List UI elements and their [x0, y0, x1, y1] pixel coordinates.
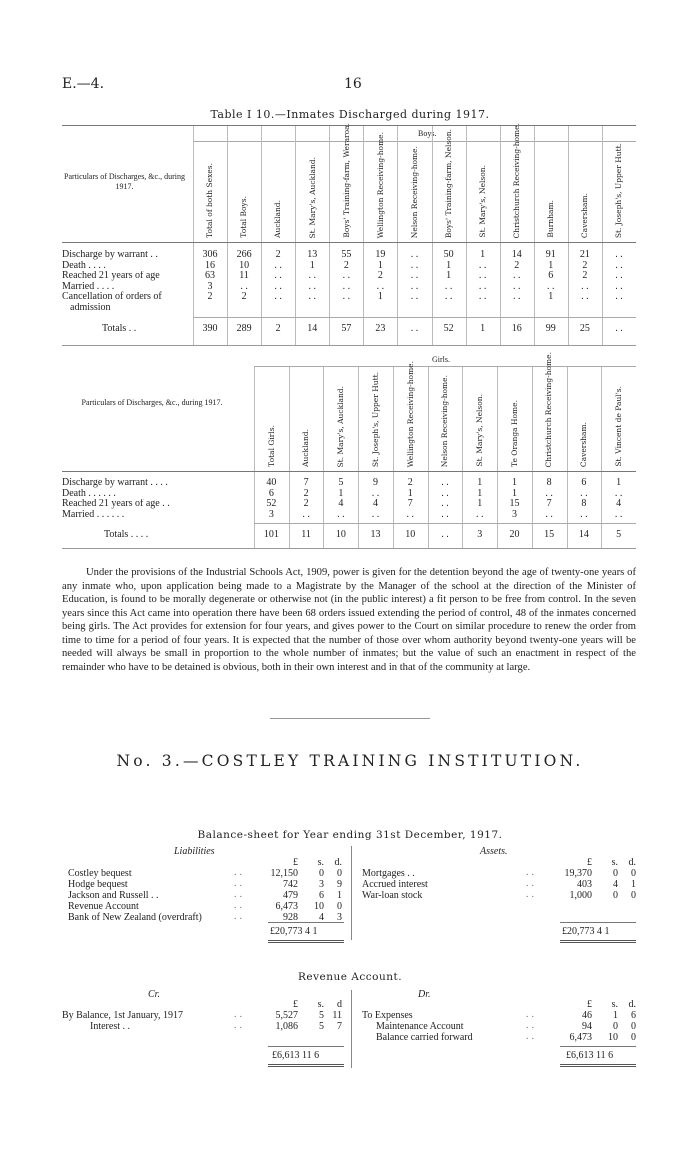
table-cell: . . — [274, 291, 282, 302]
table-cell: 1 — [338, 487, 344, 499]
table-cell: . . — [406, 508, 415, 520]
column-header — [193, 126, 227, 242]
table-cell: 3 — [207, 280, 213, 292]
totals-cell: 20 — [509, 529, 520, 540]
table-cell: . . — [337, 508, 345, 520]
lsd-heading: d. — [628, 857, 636, 868]
table-cell: . . — [410, 249, 419, 260]
table-cell: 1 — [477, 487, 483, 499]
table-cell: . . — [478, 259, 487, 271]
table-cell: 6 — [581, 477, 587, 488]
table-cell: 3 — [511, 508, 517, 520]
totals-cell: 390 — [202, 323, 218, 334]
totals-cell: 25 — [579, 323, 590, 334]
table-cell: . . — [615, 249, 623, 260]
leader-dots: . . — [233, 890, 243, 900]
table-cell: 8 — [581, 498, 587, 509]
leader-dots: . . — [525, 1010, 535, 1020]
ledger-pounds: 1,086 — [275, 1021, 298, 1032]
column-header-label: Caversham. — [579, 421, 589, 467]
column-header — [397, 126, 431, 242]
table-cell: . . — [615, 291, 623, 302]
lsd-heading: s. — [611, 857, 618, 868]
table-cell: 5 — [338, 477, 344, 488]
column-header — [567, 367, 602, 471]
table-cell: 1 — [377, 291, 383, 302]
totals-cell: 15 — [544, 529, 555, 540]
ledger-shillings: 3 — [319, 879, 324, 890]
ledger-pence: 3 — [337, 912, 342, 923]
table-cell: 2 — [377, 270, 383, 281]
table-cell: 1 — [477, 477, 483, 488]
ledger-shillings: 5 — [319, 1010, 324, 1021]
table-cell: . . — [512, 270, 521, 281]
ledger-shillings: 0 — [613, 890, 618, 901]
ledger-pounds: 6,473 — [275, 901, 298, 912]
column-header-label: Boys' Training-farm, Weraroa. — [341, 123, 351, 238]
table-cell: . . — [478, 291, 487, 302]
column-header-label: Christchurch Receiving-home. — [511, 122, 521, 238]
lsd-heading: s. — [317, 857, 324, 868]
ledger-pounds: 479 — [283, 890, 298, 901]
column-header — [363, 126, 397, 242]
table-cell: 4 — [373, 498, 379, 509]
ledger-label: Interest . . — [90, 1021, 130, 1032]
row-label: Cancellation of orders of admission — [62, 291, 162, 313]
table-cell: . . — [441, 487, 449, 499]
table-cell: . . — [441, 498, 449, 509]
debit-heading: Dr. — [418, 989, 431, 1000]
table-cell: . . — [545, 487, 553, 499]
totals-cell: 23 — [375, 323, 386, 334]
table-cell: . . — [512, 280, 521, 292]
row-label: Reached 21 years of age . . — [62, 499, 170, 509]
table-cell: . . — [581, 291, 589, 302]
column-header-label: Total Boys. — [239, 196, 249, 238]
revenue-total-left: £6,613 11 6 — [272, 1050, 320, 1061]
column-header-label: St. Mary's, Nelson. — [477, 165, 487, 238]
ledger-label: Jackson and Russell . . — [68, 890, 159, 901]
table-cell: 3 — [268, 508, 274, 520]
lsd-heading: s. — [611, 999, 618, 1010]
table-cell: 1 — [480, 249, 486, 260]
table-cell: 2 — [241, 291, 247, 302]
lsd-heading: d — [337, 999, 342, 1010]
ledger-label: Accrued interest — [362, 879, 428, 890]
lsd-heading: £ — [587, 999, 592, 1010]
lsd-heading: £ — [587, 857, 592, 868]
totals-cell: 10 — [405, 529, 416, 540]
column-header-label: Auckland. — [301, 429, 311, 467]
table-cell: . . — [302, 508, 310, 520]
table-cell: . . — [614, 487, 623, 499]
totals-cell: 289 — [236, 323, 252, 334]
section-title: No. 3.—COSTLEY TRAINING INSTITUTION. — [116, 752, 584, 770]
table-cell: . . — [240, 280, 248, 292]
ledger-shillings: 5 — [319, 1021, 324, 1032]
lsd-heading: £ — [293, 999, 298, 1010]
table-cell: 7 — [407, 498, 413, 509]
column-header — [432, 126, 466, 242]
table-cell: 1 — [616, 477, 622, 488]
column-header — [601, 367, 636, 471]
row-label: Discharge by warrant . . — [62, 250, 158, 260]
table-cell: 16 — [205, 259, 216, 271]
column-header — [497, 367, 532, 471]
assets-heading: Assets. — [480, 846, 508, 857]
totals-rule — [193, 317, 636, 318]
table-cell: . . — [444, 291, 453, 302]
column-header-label: St. Mary's, Auckland. — [307, 156, 317, 238]
ledger-pence: 0 — [631, 1032, 636, 1043]
table-cell: . . — [512, 291, 521, 302]
totals-cell: 101 — [263, 529, 279, 540]
ledger-pounds: 1,000 — [569, 890, 592, 901]
ledger-shillings: 10 — [314, 901, 324, 912]
ledger-shillings: 6 — [319, 890, 324, 901]
table-cell: . . — [444, 280, 453, 292]
table-cell: . . — [342, 270, 351, 281]
column-header-label: Nelson Receiving-home. — [440, 374, 450, 467]
report-code: E.—4. — [62, 76, 105, 92]
table-cell: 2 — [582, 270, 588, 281]
table-cell: . . — [475, 508, 484, 520]
column-header-label: Wellington Receiving-home. — [375, 131, 385, 238]
table-cell: . . — [547, 280, 555, 292]
leader-dots: . . — [525, 868, 535, 878]
girls-particulars-header: Particulars of Discharges, &c., during 1917. — [81, 398, 223, 407]
table-cell: 2 — [207, 291, 213, 302]
table-cell: . . — [615, 280, 623, 292]
row-label: Reached 21 years of age — [62, 271, 160, 281]
ledger-label: Revenue Account — [68, 901, 139, 912]
credit-heading: Cr. — [148, 989, 160, 1000]
lsd-heading: £ — [293, 857, 298, 868]
column-header-label: St. Joseph's, Upper Hutt. — [370, 371, 380, 467]
table-cell: . . — [308, 280, 316, 292]
totals-cell: 99 — [545, 323, 556, 334]
paragraph-detention: Under the provisions of the Industrial Schools Act, 1909, power is given for the detention beyond the age of twenty-one years of any inmate who, upon application being made to a Magistrate by the Manager of the school at the direction of the Minister of Education, is found to be morally degenerate or otherwise not (in the public interest) a fit person to be free from control. In the seven years since this Act came into operation there have been 68 orders issued extending the period of control, 48 of the inmates concerned being girls. The Act provides for extension for four years, and gives power to the Court on similar procedure to renew the order from time to time for a period of four years. It is expected that the number of those over whom authority beyond twenty-one years will be needed will always be small in proportion to the whole number of inmates; but the value of such an enactment in respect of the remainder who have to be detained is obvious, both in their own interest and in that of the community at large. — [62, 567, 636, 673]
table-cell: . . — [342, 291, 351, 302]
column-header-label: St. Mary's, Nelson. — [474, 394, 484, 467]
revenue-total-right: £6,613 11 6 — [566, 1050, 614, 1061]
totals-cell: . . — [441, 529, 449, 540]
page-number: 16 — [344, 76, 362, 92]
ledger-pence: 0 — [337, 901, 342, 912]
ledger-label: War-loan stock — [362, 890, 423, 901]
ledger-shillings: 1 — [613, 1010, 618, 1021]
ledger-shillings: 4 — [613, 879, 618, 890]
balance-total-right: £20,773 4 1 — [562, 926, 610, 937]
column-header-label: Boys' Training-farm, Nelson. — [443, 128, 453, 238]
ledger-pounds: 94 — [582, 1021, 592, 1032]
column-header — [289, 367, 324, 471]
leader-dots: . . — [525, 1032, 535, 1042]
table-cell: 52 — [266, 498, 277, 509]
table-cell: . . — [581, 280, 589, 292]
lsd-heading: d. — [334, 857, 342, 868]
ledger-pence: 0 — [631, 868, 636, 879]
ledger-shillings: 0 — [319, 868, 324, 879]
table-title: Table I 10.—Inmates Discharged during 1917. — [210, 108, 490, 121]
totals-cell: 14 — [307, 323, 318, 334]
table-cell: 63 — [205, 270, 216, 281]
column-header — [428, 367, 463, 471]
table-cell: 50 — [443, 249, 454, 260]
table-cell: . . — [580, 508, 588, 520]
lsd-heading: d. — [628, 999, 636, 1010]
table-cell: 40 — [266, 477, 277, 488]
table-cell: 1 — [446, 270, 452, 281]
ledger-label: Hodge bequest — [68, 879, 128, 890]
table-cell: 7 — [546, 498, 552, 509]
table-cell: 1 — [548, 259, 554, 271]
column-header-label: Te Oranga Home. — [509, 400, 519, 467]
ledger-label: To Expenses — [362, 1010, 413, 1021]
ledger-label: Costley bequest — [68, 868, 132, 879]
table-cell: 1 — [407, 487, 413, 499]
table-cell: 1 — [377, 259, 383, 271]
totals-cell: . . — [615, 323, 623, 334]
ledger-pounds: 742 — [283, 879, 298, 890]
table-cell: . . — [308, 270, 316, 281]
column-header-label: St. Joseph's, Upper Hutt. — [614, 142, 624, 238]
table-cell: 19 — [375, 249, 386, 260]
row-label: Married . . . . — [62, 281, 115, 292]
table-cell: 1 — [511, 477, 517, 488]
totals-label: Totals . . . . — [104, 529, 149, 540]
column-header-label: Auckland. — [273, 200, 283, 238]
column-header-label: Burnham. — [546, 200, 556, 238]
row-label: Married . . . . . . — [62, 509, 125, 520]
column-header — [466, 126, 500, 242]
column-header — [393, 360, 428, 471]
column-header — [462, 367, 497, 471]
totals-cell: 11 — [301, 529, 311, 540]
table-cell: . . — [614, 508, 623, 520]
table-cell: . . — [410, 270, 419, 281]
lsd-heading: s. — [317, 999, 324, 1010]
table-cell: 1 — [477, 498, 483, 509]
table-cell: 266 — [236, 249, 252, 260]
table-cell: . . — [615, 259, 623, 271]
leader-dots: . . — [525, 879, 535, 889]
totals-cell: 5 — [616, 529, 622, 540]
table-cell: . . — [441, 477, 449, 488]
ledger-pence: 9 — [337, 879, 342, 890]
column-header — [568, 126, 602, 242]
column-header-label: Total of both Sexes. — [205, 163, 215, 238]
table-cell: . . — [441, 508, 449, 520]
table-cell: 91 — [545, 249, 556, 260]
totals-rule — [254, 523, 636, 524]
totals-cell: 14 — [578, 529, 589, 540]
leader-dots: . . — [233, 868, 243, 878]
table-cell: 2 — [407, 477, 413, 488]
table-cell: . . — [376, 280, 385, 292]
table-cell: . . — [274, 280, 282, 292]
totals-cell: 16 — [511, 323, 522, 334]
ledger-shillings: 0 — [613, 1021, 618, 1032]
column-header — [323, 367, 358, 471]
leader-dots: . . — [525, 890, 535, 900]
balance-total-left: £20,773 4 1 — [270, 926, 318, 937]
table-cell: . . — [342, 280, 351, 292]
ledger-pounds: 5,527 — [275, 1010, 298, 1021]
table-cell: 2 — [343, 259, 349, 271]
leader-dots: . . — [233, 879, 243, 889]
table-cell: . . — [410, 291, 419, 302]
totals-cell: 10 — [335, 529, 346, 540]
ledger-pence: 0 — [337, 868, 342, 879]
ledger-pence: 0 — [631, 1021, 636, 1032]
leader-dots: . . — [233, 1021, 243, 1031]
ledger-pounds: 403 — [577, 879, 592, 890]
table-cell: 4 — [616, 498, 622, 509]
ledger-label: Maintenance Account — [376, 1021, 464, 1032]
table-cell: 6 — [548, 270, 554, 281]
totals-cell: 1 — [480, 323, 486, 334]
column-header — [261, 126, 295, 242]
leader-dots: . . — [233, 1010, 243, 1020]
boys-group-label: Boys. — [418, 129, 437, 138]
ledger-label: Bank of New Zealand (overdraft) — [68, 912, 202, 923]
ledger-label: By Balance, 1st January, 1917 — [62, 1010, 183, 1021]
table-cell: 14 — [511, 249, 522, 260]
table-cell: 2 — [303, 498, 309, 509]
column-header-label: Nelson Receiving-home. — [409, 145, 419, 238]
row-label: Death . . . . — [62, 260, 106, 271]
ledger-pounds: 6,473 — [569, 1032, 592, 1043]
ledger-label: Balance carried forward — [376, 1032, 473, 1043]
column-header-label: Christchurch Receiving-home. — [544, 351, 554, 467]
table-cell: . . — [545, 508, 553, 520]
table-cell: . . — [308, 291, 316, 302]
table-cell: 1 — [511, 487, 517, 499]
ledger-pounds: 19,370 — [564, 868, 592, 879]
leader-dots: . . — [233, 901, 243, 911]
table-cell: . . — [410, 259, 419, 271]
column-header — [602, 126, 636, 242]
row-label: Discharge by warrant . . . . — [62, 478, 168, 488]
revenue-account-title: Revenue Account. — [297, 971, 403, 983]
particulars-header: Particulars of Discharges, &c., during 1917. — [64, 172, 185, 191]
girls-group-label: Girls. — [432, 355, 450, 364]
totals-cell: 13 — [370, 529, 381, 540]
table-cell: . . — [371, 487, 380, 499]
table-cell: 9 — [373, 477, 379, 488]
table-cell: 11 — [239, 270, 249, 281]
ledger-pounds: 46 — [582, 1010, 592, 1021]
table-cell: . . — [580, 487, 588, 499]
table-cell: 10 — [239, 259, 250, 271]
ledger-label: Mortgages . . — [362, 868, 415, 879]
table-cell: 13 — [307, 249, 318, 260]
column-header-label: Total Girls. — [266, 425, 276, 467]
table-cell: 4 — [338, 498, 344, 509]
ledger-pounds: 12,150 — [270, 868, 298, 879]
table-cell: 306 — [202, 249, 218, 260]
table-cell: . . — [371, 508, 380, 520]
leader-dots: . . — [525, 1021, 535, 1031]
column-header-label: St. Vincent de Paul's. — [613, 386, 623, 467]
table-cell: 2 — [582, 259, 588, 271]
leader-dots: . . — [233, 912, 243, 922]
totals-cell: 57 — [341, 323, 352, 334]
ledger-pence: 6 — [631, 1010, 636, 1021]
table-cell: 7 — [303, 477, 309, 488]
table-cell: 15 — [509, 498, 520, 509]
column-header — [254, 367, 289, 471]
column-header — [329, 123, 363, 242]
column-header — [500, 122, 534, 242]
table-cell: 55 — [341, 249, 352, 260]
table-cell: 1 — [309, 259, 315, 271]
liabilities-heading: Liabilities — [174, 846, 215, 857]
table-cell: 21 — [579, 249, 590, 260]
table-cell: 2 — [514, 259, 520, 271]
table-cell: . . — [615, 270, 623, 281]
table-cell: 2 — [275, 249, 281, 260]
table-cell: . . — [410, 280, 419, 292]
column-header — [295, 126, 329, 242]
ledger-pence: 7 — [337, 1021, 342, 1032]
totals-cell: 2 — [275, 323, 281, 334]
ledger-shillings: 10 — [608, 1032, 618, 1043]
column-header-label: Wellington Receiving-home. — [405, 360, 415, 467]
row-label: Death . . . . . . — [62, 488, 116, 499]
ledger-pence: 0 — [631, 890, 636, 901]
column-header-label: Caversham. — [580, 192, 590, 238]
column-header — [534, 126, 568, 242]
table-cell: . . — [478, 270, 487, 281]
table-cell: 1 — [446, 259, 452, 271]
balance-sheet-title: Balance-sheet for Year ending 31st December, 1917. — [197, 829, 503, 841]
totals-cell: 3 — [477, 529, 483, 540]
ledger-pence: 1 — [631, 879, 636, 890]
ledger-shillings: 4 — [319, 912, 324, 923]
column-header — [358, 367, 393, 471]
table-cell: 6 — [268, 487, 274, 499]
totals-label: Totals . . — [102, 323, 137, 334]
column-header-label: St. Mary's, Auckland. — [336, 385, 346, 467]
table-cell: . . — [478, 280, 487, 292]
table-cell: 8 — [546, 477, 552, 488]
ledger-pence: 11 — [332, 1010, 342, 1021]
table-cell: . . — [274, 270, 282, 281]
totals-cell: . . — [410, 323, 419, 334]
ledger-pence: 1 — [337, 890, 342, 901]
table-cell: 1 — [548, 291, 554, 302]
column-header — [532, 351, 567, 471]
table-cell: 2 — [303, 487, 309, 499]
table-cell: . . — [274, 259, 282, 271]
ledger-shillings: 0 — [613, 868, 618, 879]
ledger-pounds: 928 — [283, 912, 298, 923]
totals-cell: 52 — [443, 323, 454, 334]
column-header — [227, 126, 261, 242]
